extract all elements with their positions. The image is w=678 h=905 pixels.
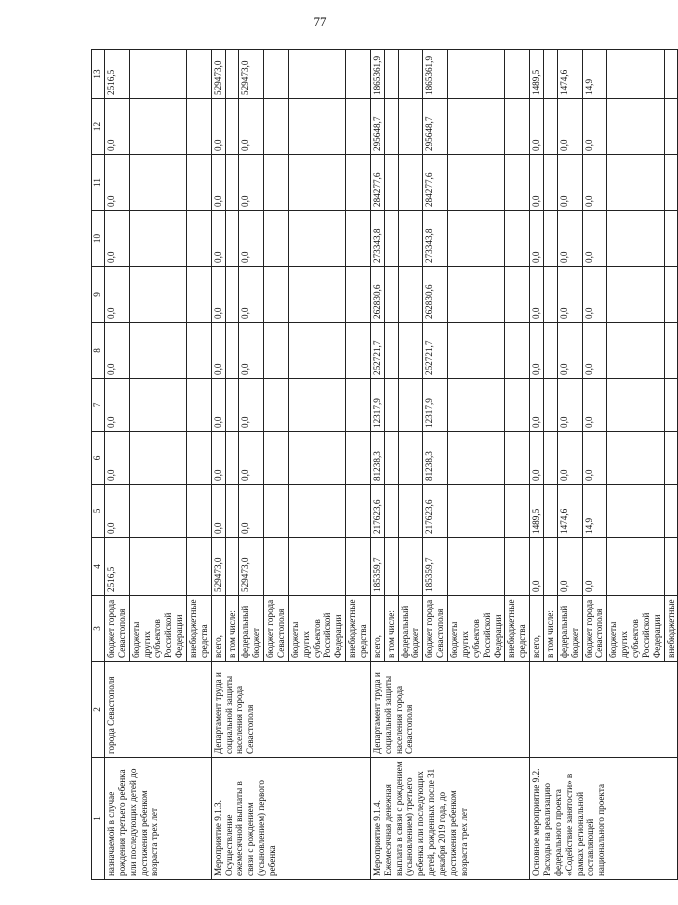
value-cell [288,432,345,485]
value-cell [607,432,664,485]
value-cell [129,50,186,99]
funding-source-cell: в том числе: [543,596,557,662]
value-cell [543,267,557,323]
value-cell [225,211,239,267]
value-cell [346,99,371,155]
value-cell: 0,0 [557,432,582,485]
value-cell [664,432,678,485]
funding-source-cell: внебюджетные средства [187,596,212,662]
value-cell [346,379,371,432]
value-cell [384,379,398,432]
value-cell [129,432,186,485]
value-cell: 1489,5 [530,50,544,99]
value-cell [543,379,557,432]
value-cell [664,50,678,99]
funding-source-cell: всего, [211,596,225,662]
value-cell [448,50,505,99]
value-cell: 2516,5 [105,50,130,99]
value-cell [543,485,557,538]
value-cell [129,99,186,155]
value-cell [264,50,289,99]
value-cell [264,379,289,432]
value-cell [288,267,345,323]
column-header: 4 [92,538,105,596]
value-cell: 0,0 [239,323,264,379]
value-cell: 12317,9 [370,379,384,432]
value-cell [398,323,423,379]
value-cell [664,155,678,211]
value-cell [225,538,239,596]
value-cell [398,267,423,323]
value-cell: 0,0 [239,211,264,267]
value-cell [346,50,371,99]
rotated-table-page [91,50,676,880]
value-cell: 81238,3 [423,432,448,485]
value-cell: 81238,3 [370,432,384,485]
value-cell: 0,0 [557,267,582,323]
value-cell [384,155,398,211]
value-cell: 0,0 [239,379,264,432]
value-cell [129,211,186,267]
value-cell [187,323,212,379]
value-cell [384,432,398,485]
value-cell [398,155,423,211]
value-cell [607,538,664,596]
value-cell: 0,0 [239,267,264,323]
value-cell [129,379,186,432]
value-cell [505,379,530,432]
funding-source-cell: федеральный бюджет [239,596,264,662]
value-cell [346,267,371,323]
budget-table [91,49,678,880]
value-cell [129,323,186,379]
value-cell: 1474,6 [557,50,582,99]
value-cell: 0,0 [211,379,225,432]
column-header: 2 [92,662,105,758]
value-cell: 0,0 [582,211,607,267]
value-cell: 0,0 [211,211,225,267]
value-cell: 0,0 [582,432,607,485]
value-cell: 0,0 [530,211,544,267]
value-cell [607,99,664,155]
funding-source-cell: бюджеты других субъектов Российской Федерации [288,596,345,662]
value-cell [264,432,289,485]
value-cell [448,99,505,155]
value-cell: 0,0 [582,99,607,155]
funding-source-cell: внебюджетные средства [505,596,530,662]
value-cell: 529473,0 [239,538,264,596]
value-cell [448,323,505,379]
value-cell [398,211,423,267]
value-cell [607,323,664,379]
value-cell: 0,0 [105,155,130,211]
value-cell [448,155,505,211]
column-header: 6 [92,432,105,485]
value-cell: 252721,7 [423,323,448,379]
value-cell [346,155,371,211]
value-cell [384,211,398,267]
value-cell [448,432,505,485]
value-cell: 0,0 [530,538,544,596]
value-cell: 0,0 [530,155,544,211]
value-cell [346,538,371,596]
table-row [105,50,130,880]
value-cell [187,267,212,323]
column-header: 5 [92,485,105,538]
value-cell [505,155,530,211]
value-cell [187,485,212,538]
value-cell: 0,0 [557,155,582,211]
funding-source-cell: внебюджетные средства [346,596,371,662]
value-cell [398,485,423,538]
funding-source-cell: федеральный бюджет [557,596,582,662]
value-cell [384,538,398,596]
value-cell [505,267,530,323]
value-cell [543,99,557,155]
executor-cell: города Севастополя [105,662,212,758]
value-cell: 529473,0 [239,50,264,99]
value-cell [225,485,239,538]
measure-name-cell: Мероприятие 9.1.4. Ежемесячная денежная выплата в связи с рождением (усыновлением) третьего ребенка или последующих детей, рожденных после 31 декабря 2019 года, до достижения ребенком возраста трех лет [370,758,529,880]
funding-source-cell: в том числе: [225,596,239,662]
value-cell [384,267,398,323]
value-cell [505,432,530,485]
value-cell [664,99,678,155]
value-cell [543,538,557,596]
funding-source-cell: бюджет города Севастополя [582,596,607,662]
value-cell: 0,0 [211,485,225,538]
value-cell [264,155,289,211]
value-cell [288,211,345,267]
value-cell: 0,0 [582,267,607,323]
value-cell [398,538,423,596]
value-cell [664,379,678,432]
value-cell: 1489,5 [530,485,544,538]
value-cell: 262830,6 [423,267,448,323]
value-cell [543,432,557,485]
value-cell: 2516,5 [105,538,130,596]
measure-name-cell: назначаемой в случае рождения третьего ребенка или последующих детей до достижения ребенком возраста трех лет [105,758,212,880]
value-cell [346,211,371,267]
column-header: 11 [92,155,105,211]
value-cell [448,267,505,323]
value-cell [129,538,186,596]
value-cell [187,99,212,155]
value-cell: 0,0 [582,155,607,211]
value-cell: 0,0 [105,267,130,323]
value-cell [664,485,678,538]
value-cell: 0,0 [211,432,225,485]
value-cell [346,323,371,379]
value-cell [225,323,239,379]
value-cell [664,211,678,267]
value-cell [664,538,678,596]
value-cell [505,211,530,267]
value-cell [264,267,289,323]
value-cell [288,485,345,538]
value-cell: 284277,6 [370,155,384,211]
value-cell [398,379,423,432]
value-cell [225,99,239,155]
value-cell: 0,0 [530,432,544,485]
column-header: 9 [92,267,105,323]
value-cell [543,155,557,211]
value-cell [607,155,664,211]
value-cell [607,379,664,432]
value-cell [187,50,212,99]
value-cell [129,485,186,538]
value-cell [225,267,239,323]
column-header: 13 [92,50,105,99]
value-cell [607,267,664,323]
value-cell [543,323,557,379]
value-cell [505,538,530,596]
value-cell: 0,0 [105,323,130,379]
executor-cell: Департамент труда и социальной защиты населения города Севастополя [211,662,370,758]
executor-cell: Департамент труда и социальной защиты населения города Севастополя [370,662,529,758]
value-cell [505,99,530,155]
value-cell: 0,0 [105,379,130,432]
value-cell [346,485,371,538]
value-cell [384,485,398,538]
value-cell [187,155,212,211]
funding-source-cell: всего, [370,596,384,662]
value-cell: 295648,7 [370,99,384,155]
value-cell: 0,0 [557,211,582,267]
value-cell [288,50,345,99]
value-cell [264,485,289,538]
value-cell: 295648,7 [423,99,448,155]
measure-name-cell: Мероприятие 9.1.3. Осуществление ежемесячной выплаты в связи с рождением (усыновлением) первого ребенка [211,758,370,880]
value-cell [264,538,289,596]
value-cell: 262830,6 [370,267,384,323]
value-cell [384,99,398,155]
value-cell [129,267,186,323]
value-cell [288,323,345,379]
value-cell [664,267,678,323]
value-cell: 0,0 [530,99,544,155]
value-cell: 0,0 [211,323,225,379]
value-cell [346,432,371,485]
value-cell: 0,0 [557,323,582,379]
value-cell [505,485,530,538]
value-cell: 0,0 [239,432,264,485]
value-cell [187,379,212,432]
funding-source-cell: бюджет города Севастополя [423,596,448,662]
value-cell [225,379,239,432]
column-header: 10 [92,211,105,267]
value-cell: 12317,9 [423,379,448,432]
value-cell: 252721,7 [370,323,384,379]
value-cell [398,432,423,485]
value-cell [288,99,345,155]
value-cell [264,323,289,379]
value-cell [384,323,398,379]
funding-source-cell: бюджет города Севастополя [264,596,289,662]
value-cell [398,99,423,155]
value-cell: 0,0 [557,538,582,596]
value-cell [384,50,398,99]
funding-source-cell: федеральный бюджет [398,596,423,662]
value-cell: 1474,6 [557,485,582,538]
value-cell [543,50,557,99]
table-row [370,50,384,880]
value-cell: 185359,7 [370,538,384,596]
value-cell [543,211,557,267]
value-cell [505,323,530,379]
value-cell: 0,0 [530,379,544,432]
table-header-row [92,50,105,880]
value-cell [288,379,345,432]
value-cell: 0,0 [211,99,225,155]
value-cell [288,155,345,211]
value-cell [664,323,678,379]
value-cell: 1865361,9 [370,50,384,99]
value-cell: 529473,0 [211,538,225,596]
value-cell: 529473,0 [211,50,225,99]
value-cell [187,211,212,267]
value-cell [505,50,530,99]
value-cell [448,538,505,596]
value-cell: 0,0 [105,99,130,155]
value-cell: 0,0 [239,485,264,538]
measure-name-cell: Основное мероприятие 9.2. Расходы на реализацию федерального проекта «Содействие занятости» в рамках региональной составляющей национального проекта [530,758,678,880]
funding-source-cell: бюджеты других субъектов Российской Федерации [448,596,505,662]
value-cell: 0,0 [105,211,130,267]
value-cell [288,538,345,596]
value-cell: 0,0 [239,155,264,211]
column-header: 8 [92,323,105,379]
value-cell [607,211,664,267]
value-cell: 273343,8 [423,211,448,267]
value-cell: 1865361,9 [423,50,448,99]
value-cell: 0,0 [530,267,544,323]
value-cell: 0,0 [557,99,582,155]
value-cell: 0,0 [239,99,264,155]
value-cell [264,211,289,267]
table-row [211,50,225,880]
value-cell: 0,0 [105,432,130,485]
value-cell: 14,9 [582,50,607,99]
value-cell [225,432,239,485]
value-cell: 217623,6 [370,485,384,538]
funding-source-cell: бюджет города Севастополя [105,596,130,662]
funding-source-cell: в том числе: [384,596,398,662]
funding-source-cell: бюджеты других субъектов Российской Федерации [129,596,186,662]
value-cell: 185359,7 [423,538,448,596]
column-header: 7 [92,379,105,432]
value-cell: 0,0 [582,323,607,379]
column-header: 12 [92,99,105,155]
value-cell: 0,0 [582,379,607,432]
value-cell [607,485,664,538]
value-cell [448,485,505,538]
value-cell [264,99,289,155]
value-cell [398,50,423,99]
executor-cell [530,662,678,758]
value-cell [225,155,239,211]
value-cell: 273343,8 [370,211,384,267]
value-cell: 0,0 [105,485,130,538]
value-cell: 0,0 [582,538,607,596]
funding-source-cell: бюджеты других субъектов Российской Федерации [607,596,664,662]
column-header: 1 [92,758,105,880]
value-cell [187,538,212,596]
value-cell [448,379,505,432]
value-cell: 217623,6 [423,485,448,538]
page-number: 77 [313,14,327,29]
value-cell: 284277,6 [423,155,448,211]
value-cell [225,50,239,99]
table-row [530,50,544,880]
value-cell: 0,0 [557,379,582,432]
value-cell: 0,0 [211,155,225,211]
value-cell: 0,0 [530,323,544,379]
funding-source-cell: внебюджетные [664,596,678,662]
value-cell [129,155,186,211]
funding-source-cell: всего, [530,596,544,662]
value-cell [607,50,664,99]
value-cell [187,432,212,485]
value-cell: 0,0 [211,267,225,323]
value-cell: 14,9 [582,485,607,538]
column-header: 3 [92,596,105,662]
value-cell [448,211,505,267]
